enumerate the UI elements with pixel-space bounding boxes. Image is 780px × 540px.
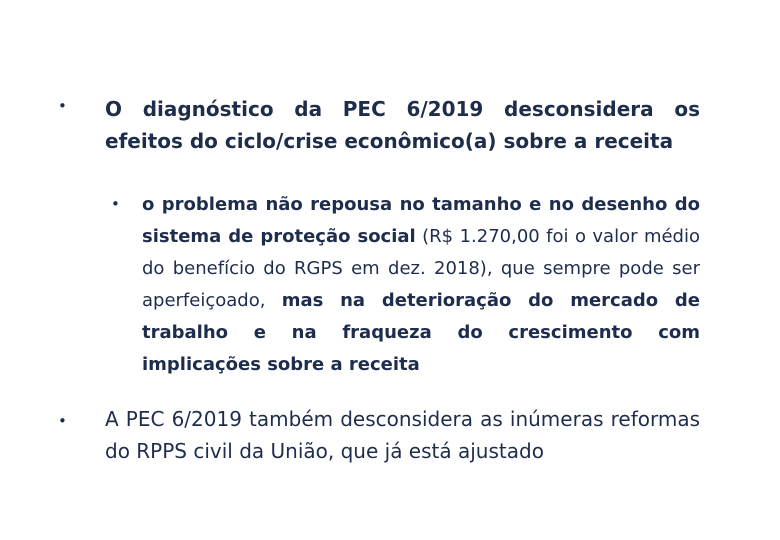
bullet-text-rpps: A PEC 6/2019 também desconsidera as inúmeras reformas do RPPS civil da União, que já está ajustado — [105, 407, 700, 463]
bullet-text-diagnostico: O diagnóstico da PEC 6/2019 desconsidera os efeitos do ciclo/crise econômico(a) sobre a receita — [105, 97, 700, 153]
bullet-marker: • — [58, 97, 67, 115]
sub-bullet-normal-middle: (R$ 1.270,00 foi o valor médio do benefício do RGPS em dez. 2018), que sempre pode ser aperfeiçoado, — [142, 226, 700, 311]
sub-bullet-marker: • — [111, 195, 120, 213]
sub-bullet-bold-end: mas na deterioração do mercado de trabalho e na fraqueza do crescimento com implicações sobre a receita — [142, 290, 700, 375]
bullet-marker: • — [58, 412, 67, 430]
sub-bullet-bold-lead: o problema não repousa no tamanho e no desenho do sistema de proteção social — [142, 194, 700, 247]
sub-bullet-text — [142, 189, 700, 381]
